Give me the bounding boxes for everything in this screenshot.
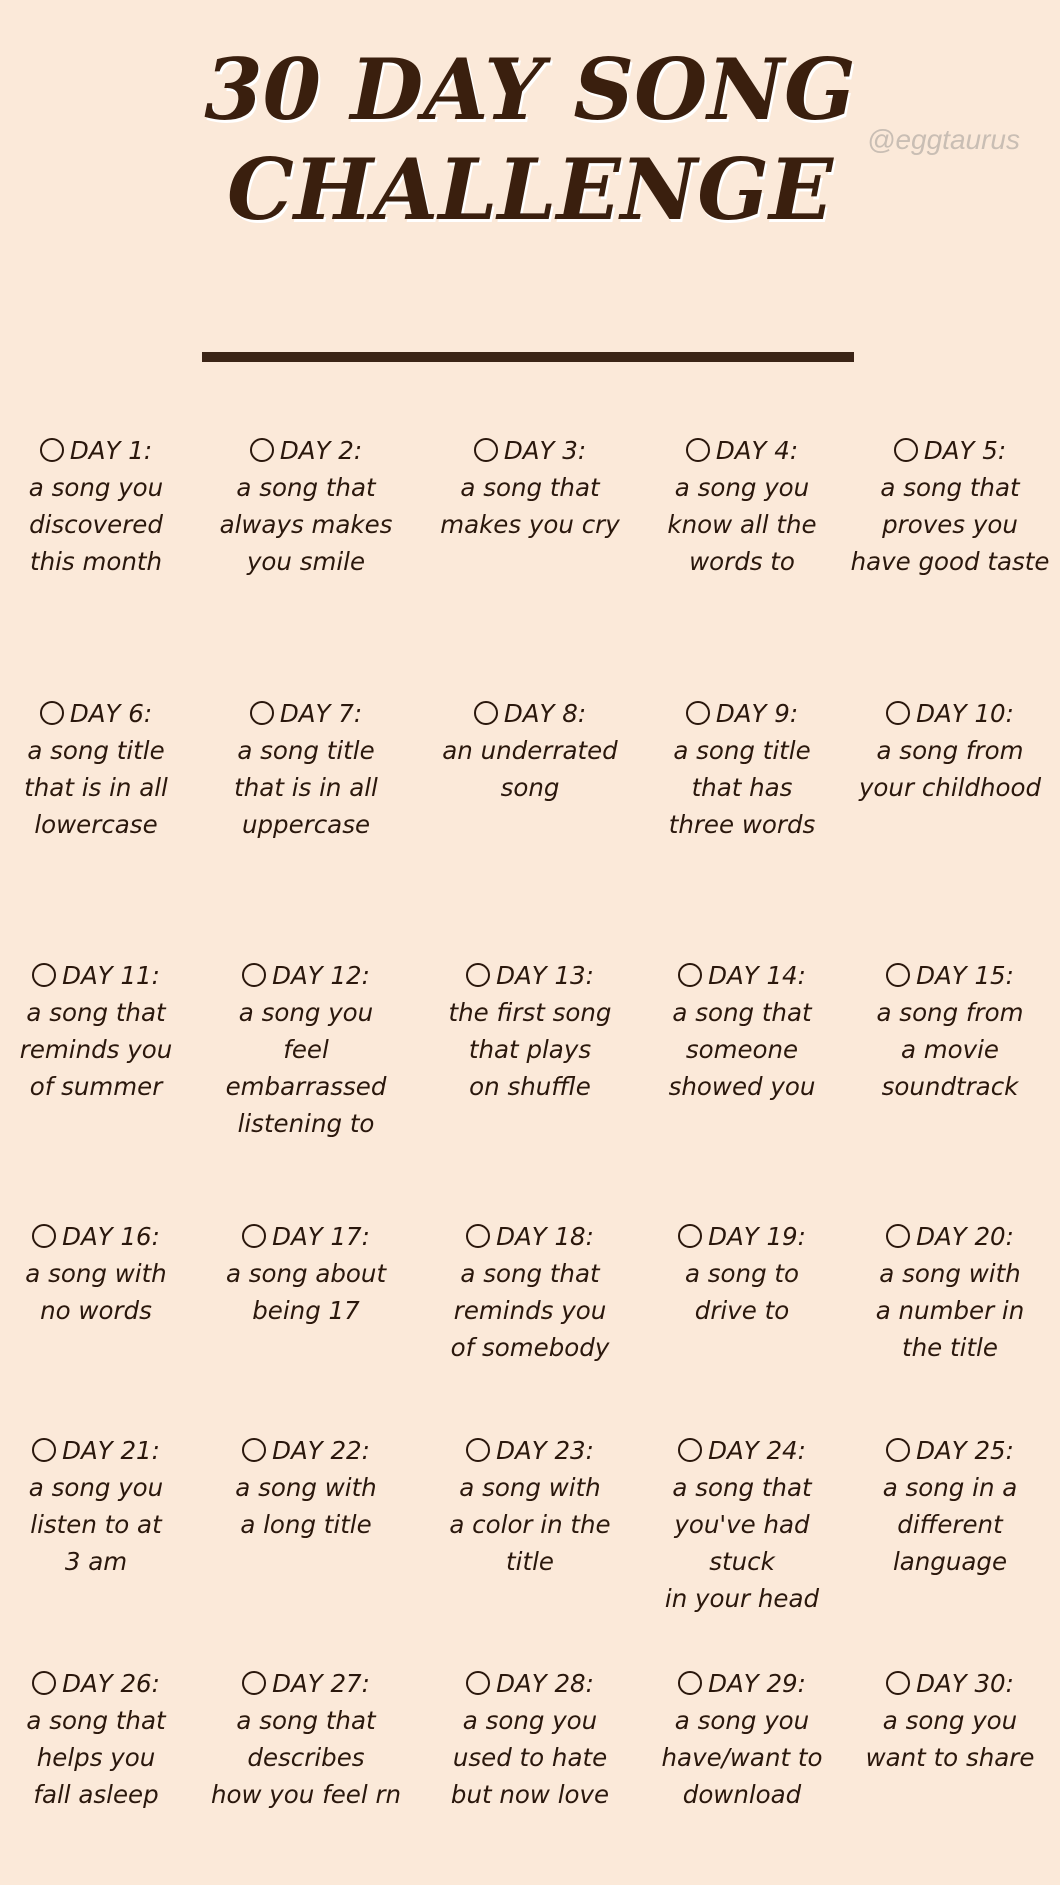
day-18-header (428, 1218, 632, 1255)
checkbox-circle-icon[interactable] (886, 1438, 910, 1462)
checkbox-circle-icon[interactable] (242, 963, 266, 987)
day-5-label: DAY 5: (923, 436, 1007, 465)
day-17-item[interactable] (204, 1218, 408, 1329)
day-29-prompt: a song you have/want to download (661, 1706, 823, 1809)
checkbox-circle-icon[interactable] (886, 963, 910, 987)
day-21-prompt: a song you listen to at 3 am (28, 1473, 164, 1576)
day-24-item[interactable] (640, 1432, 844, 1617)
day-29-label: DAY 29: (708, 1669, 806, 1698)
day-27-header (204, 1665, 408, 1702)
day-15-prompt: a song from a movie soundtrack (876, 998, 1024, 1101)
checkbox-circle-icon[interactable] (32, 1224, 56, 1248)
day-30-item[interactable] (848, 1665, 1052, 1776)
checkbox-circle-icon[interactable] (886, 1671, 910, 1695)
checkbox-circle-icon[interactable] (40, 701, 64, 725)
day-5-prompt: a song that proves you have good taste (850, 473, 1050, 576)
day-13-prompt: the first song that plays on shuffle (448, 998, 612, 1101)
day-11-label: DAY 11: (62, 961, 160, 990)
checkbox-circle-icon[interactable] (886, 701, 910, 725)
day-12-header (204, 957, 408, 994)
day-19-label: DAY 19: (708, 1222, 806, 1251)
day-25-label: DAY 25: (916, 1436, 1014, 1465)
page-title-line-2: CHALLENGE (226, 140, 834, 239)
day-20-label: DAY 20: (916, 1222, 1014, 1251)
checkbox-circle-icon[interactable] (242, 1438, 266, 1462)
day-22-item[interactable] (204, 1432, 408, 1543)
day-14-label: DAY 14: (708, 961, 806, 990)
day-6-header (0, 695, 198, 732)
day-19-header (640, 1218, 844, 1255)
day-27-label: DAY 27: (272, 1669, 370, 1698)
day-6-prompt: a song title that is in all lowercase (24, 736, 168, 839)
day-12-prompt: a song you feel embarrassed listening to (225, 998, 387, 1138)
day-2-prompt: a song that always makes you smile (219, 473, 393, 576)
day-12-item[interactable] (204, 957, 408, 1142)
day-11-prompt: a song that reminds you of summer (19, 998, 173, 1101)
checkbox-circle-icon[interactable] (466, 1438, 490, 1462)
day-10-header (848, 695, 1052, 732)
day-8-label: DAY 8: (503, 699, 587, 728)
day-22-header (204, 1432, 408, 1469)
day-29-item[interactable] (640, 1665, 844, 1813)
checkbox-circle-icon[interactable] (686, 701, 710, 725)
day-2-header (204, 432, 408, 469)
day-4-label: DAY 4: (715, 436, 799, 465)
day-24-label: DAY 24: (708, 1436, 806, 1465)
day-25-item[interactable] (848, 1432, 1052, 1580)
day-13-item[interactable] (428, 957, 632, 1105)
day-16-header (0, 1218, 198, 1255)
day-26-label: DAY 26: (62, 1669, 160, 1698)
day-28-header (428, 1665, 632, 1702)
day-3-label: DAY 3: (503, 436, 587, 465)
day-1-item[interactable] (0, 432, 198, 580)
checkbox-circle-icon[interactable] (474, 438, 498, 462)
day-26-header (0, 1665, 198, 1702)
day-25-header (848, 1432, 1052, 1469)
checkbox-circle-icon[interactable] (466, 1224, 490, 1248)
day-22-label: DAY 22: (272, 1436, 370, 1465)
day-11-header (0, 957, 198, 994)
day-27-prompt: a song that describes how you feel rn (210, 1706, 402, 1809)
day-9-label: DAY 9: (715, 699, 799, 728)
checkbox-circle-icon[interactable] (886, 1224, 910, 1248)
checkbox-circle-icon[interactable] (250, 701, 274, 725)
day-12-label: DAY 12: (272, 961, 370, 990)
day-21-header (0, 1432, 198, 1469)
day-9-header (640, 695, 844, 732)
checkbox-circle-icon[interactable] (678, 1438, 702, 1462)
day-15-item[interactable] (848, 957, 1052, 1105)
day-8-prompt: an underrated song (442, 736, 618, 802)
day-24-header (640, 1432, 844, 1469)
day-14-prompt: a song that someone showed you (668, 998, 816, 1101)
day-19-prompt: a song to drive to (684, 1259, 800, 1325)
page-title-line-1: 30 DAY SONG (204, 40, 856, 139)
day-7-prompt: a song title that is in all uppercase (234, 736, 378, 839)
day-2-label: DAY 2: (279, 436, 363, 465)
creator-handle: @eggtaurus (867, 124, 1020, 155)
day-7-item[interactable] (204, 695, 408, 843)
day-14-item[interactable] (640, 957, 844, 1105)
day-28-item[interactable] (428, 1665, 632, 1813)
day-18-item[interactable] (428, 1218, 632, 1366)
day-14-header (640, 957, 844, 994)
day-3-item[interactable] (428, 432, 632, 543)
checkbox-circle-icon[interactable] (474, 701, 498, 725)
day-28-prompt: a song you used to hate but now love (450, 1706, 610, 1809)
day-10-item[interactable] (848, 695, 1052, 806)
day-7-label: DAY 7: (279, 699, 363, 728)
day-13-header (428, 957, 632, 994)
day-23-item[interactable] (428, 1432, 632, 1580)
day-9-prompt: a song title that has three words (668, 736, 816, 839)
day-16-item[interactable] (0, 1218, 198, 1329)
day-25-prompt: a song in a different language (882, 1473, 1018, 1576)
day-1-header (0, 432, 198, 469)
day-8-header (428, 695, 632, 732)
checkbox-circle-icon[interactable] (242, 1671, 266, 1695)
day-18-label: DAY 18: (496, 1222, 594, 1251)
day-21-item[interactable] (0, 1432, 198, 1580)
day-13-label: DAY 13: (496, 961, 594, 990)
day-10-prompt: a song from your childhood (858, 736, 1042, 802)
day-2-item[interactable] (204, 432, 408, 580)
day-4-item[interactable] (640, 432, 844, 580)
day-3-header (428, 432, 632, 469)
checkbox-circle-icon[interactable] (250, 438, 274, 462)
checkbox-circle-icon[interactable] (32, 963, 56, 987)
day-17-header (204, 1218, 408, 1255)
checkbox-circle-icon[interactable] (242, 1224, 266, 1248)
day-24-prompt: a song that you've had stuck in your head (664, 1473, 820, 1613)
day-18-prompt: a song that reminds you of somebody (450, 1259, 610, 1362)
day-30-header (848, 1665, 1052, 1702)
day-23-header (428, 1432, 632, 1469)
day-19-item[interactable] (640, 1218, 844, 1329)
day-3-prompt: a song that makes you cry (440, 473, 620, 539)
checkbox-circle-icon[interactable] (894, 438, 918, 462)
day-23-prompt: a song with a color in the title (449, 1473, 611, 1576)
day-9-item[interactable] (640, 695, 844, 843)
day-4-header (640, 432, 844, 469)
day-29-header (640, 1665, 844, 1702)
checkbox-circle-icon[interactable] (678, 963, 702, 987)
day-1-prompt: a song you discovered this month (28, 473, 164, 576)
checkbox-circle-icon[interactable] (466, 1671, 490, 1695)
checkbox-circle-icon[interactable] (466, 963, 490, 987)
checkbox-circle-icon[interactable] (678, 1224, 702, 1248)
day-6-item[interactable] (0, 695, 198, 843)
day-26-item[interactable] (0, 1665, 198, 1813)
day-1-label: DAY 1: (69, 436, 153, 465)
checkbox-circle-icon[interactable] (32, 1438, 56, 1462)
day-4-prompt: a song you know all the words to (667, 473, 817, 576)
checkbox-circle-icon[interactable] (40, 438, 64, 462)
day-16-prompt: a song with no words (25, 1259, 167, 1325)
day-23-label: DAY 23: (496, 1436, 594, 1465)
day-15-label: DAY 15: (916, 961, 1014, 990)
day-5-item[interactable] (848, 432, 1052, 580)
day-11-item[interactable] (0, 957, 198, 1105)
day-7-header (204, 695, 408, 732)
checkbox-circle-icon[interactable] (686, 438, 710, 462)
day-6-label: DAY 6: (69, 699, 153, 728)
day-26-prompt: a song that helps you fall asleep (26, 1706, 166, 1809)
day-8-item[interactable] (428, 695, 632, 806)
day-22-prompt: a song with a long title (235, 1473, 377, 1539)
day-17-label: DAY 17: (272, 1222, 370, 1251)
day-15-header (848, 957, 1052, 994)
day-21-label: DAY 21: (62, 1436, 160, 1465)
day-20-header (848, 1218, 1052, 1255)
checkbox-circle-icon[interactable] (678, 1671, 702, 1695)
checkbox-circle-icon[interactable] (32, 1671, 56, 1695)
day-10-label: DAY 10: (916, 699, 1014, 728)
day-30-prompt: a song you want to share (865, 1706, 1035, 1772)
day-16-label: DAY 16: (62, 1222, 160, 1251)
day-17-prompt: a song about being 17 (225, 1259, 387, 1325)
day-5-header (848, 432, 1052, 469)
day-20-item[interactable] (848, 1218, 1052, 1366)
day-30-label: DAY 30: (916, 1669, 1014, 1698)
day-28-label: DAY 28: (496, 1669, 594, 1698)
day-20-prompt: a song with a number in the title (875, 1259, 1025, 1362)
day-27-item[interactable] (204, 1665, 408, 1813)
